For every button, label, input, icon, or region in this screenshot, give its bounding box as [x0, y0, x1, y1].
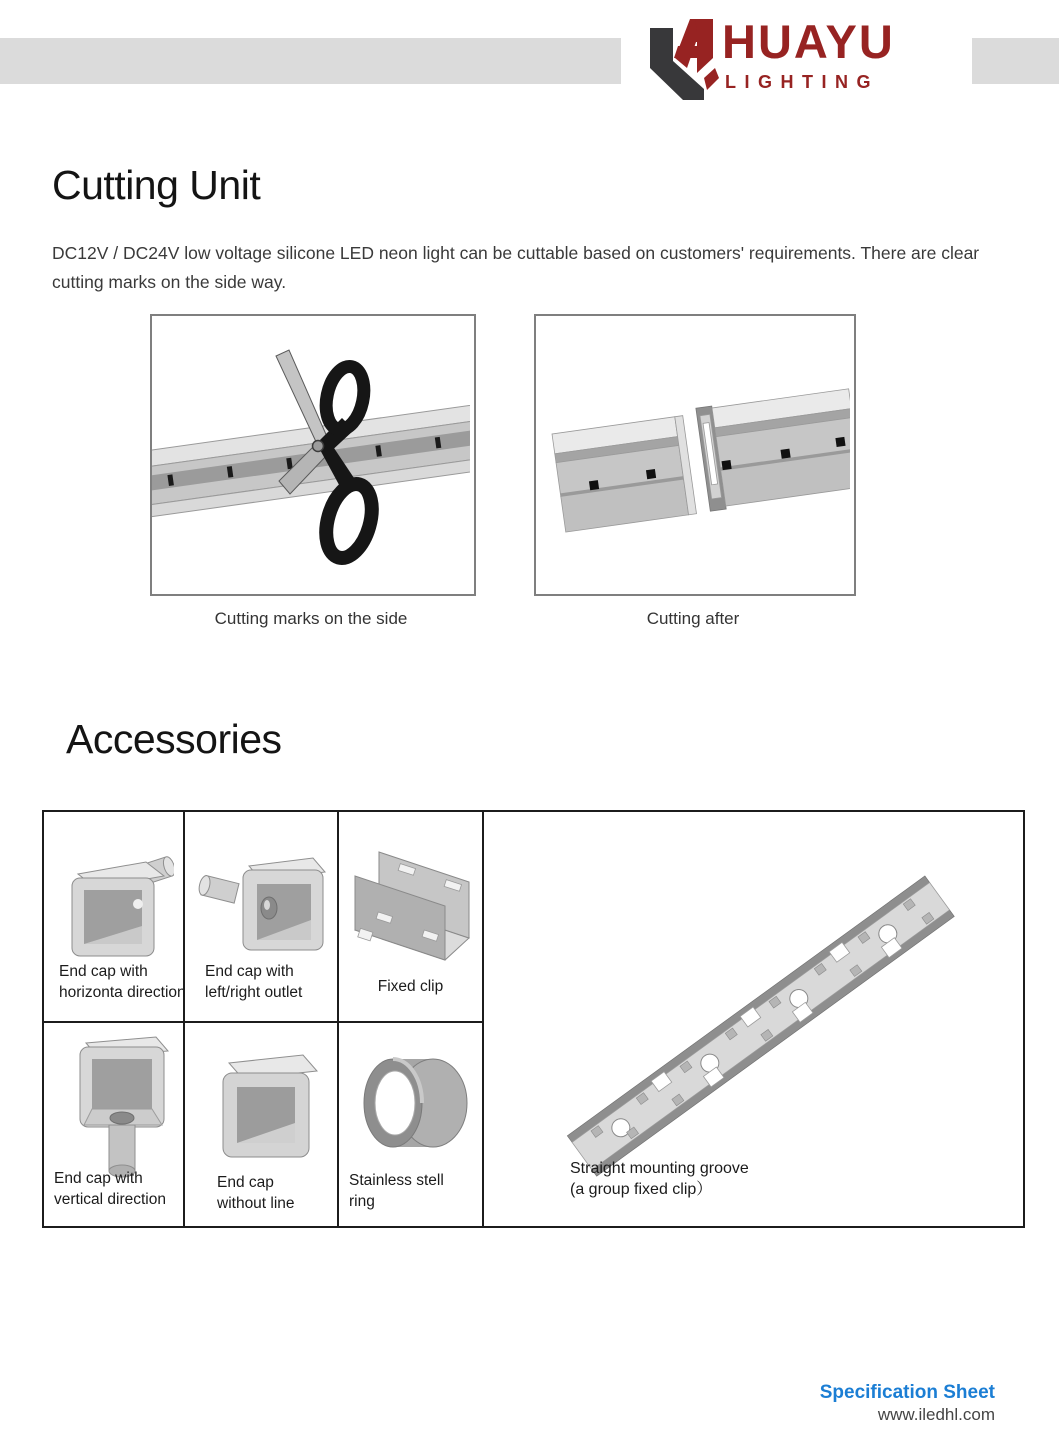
description-line: cutting marks on the side way.	[52, 271, 287, 292]
footer-title: Specification Sheet	[819, 1382, 995, 1403]
end-cap-left-right-outlet-icon	[197, 832, 327, 964]
accessory-label-line: End cap	[217, 1174, 274, 1191]
accessory-label-line: End cap with	[205, 963, 294, 980]
accessory-label-line: horizonta direction	[59, 984, 186, 1001]
accessory-label-line: Fixed clip	[377, 978, 444, 995]
accessory-label-line: ring	[349, 1193, 375, 1210]
table-cell-fixed-clip	[339, 812, 482, 1021]
header-bar-left	[0, 38, 621, 84]
figure-caption: Cutting after	[646, 609, 740, 628]
scissors-cutting-strip-icon	[152, 316, 470, 590]
accessory-label-line: (a group fixed clip）	[570, 1181, 713, 1198]
table-cell-end-cap-vertical	[44, 1023, 183, 1226]
brand-subtitle: LIGHTING	[725, 72, 879, 92]
accessory-label-line: vertical direction	[54, 1191, 166, 1208]
footer	[820, 1381, 995, 1425]
table-cell-end-cap-without-line	[185, 1023, 337, 1226]
table-cell-stainless-ring	[339, 1023, 482, 1226]
section-title-cutting-unit: Cutting Unit	[52, 162, 261, 208]
header-bar-right	[972, 38, 1059, 84]
straight-mounting-groove-icon	[484, 812, 1023, 1226]
footer-website-link[interactable]: www.iledhl.com	[877, 1405, 995, 1424]
figure-cutting-marks	[150, 314, 476, 596]
accessory-label-line: End cap with	[54, 1170, 143, 1187]
table-cell-mounting-groove	[484, 812, 1023, 1226]
end-cap-without-line-icon	[201, 1043, 323, 1163]
figure-caption: Cutting marks on the side	[214, 609, 408, 628]
section-title-accessories: Accessories	[66, 716, 282, 762]
end-cap-horizontal-icon	[56, 834, 174, 964]
end-cap-vertical-icon	[60, 1031, 172, 1181]
stainless-steel-ring-icon	[353, 1049, 469, 1157]
accessory-label-line: End cap with	[59, 963, 148, 980]
accessories-table	[42, 810, 1025, 1228]
description-line: DC12V / DC24V low voltage silicone LED neon light can be cuttable based on customers' requirements. There are clear	[52, 243, 980, 263]
accessory-label-line: Stainless stell	[349, 1172, 444, 1189]
table-cell-end-cap-left-right	[185, 812, 337, 1021]
huayu-logo-icon	[645, 16, 719, 100]
fixed-clip-icon	[347, 842, 477, 970]
cut-profile-pieces-icon	[536, 316, 850, 590]
figure-cutting-after	[534, 314, 856, 596]
cutting-unit-description	[52, 239, 1032, 296]
accessory-label-line: without line	[217, 1195, 295, 1212]
accessory-label-line: left/right outlet	[205, 984, 303, 1001]
table-cell-end-cap-horizontal	[44, 812, 186, 1021]
accessory-label-line: Straight mounting groove	[570, 1160, 749, 1177]
brand-name: HUAYU	[722, 15, 895, 68]
